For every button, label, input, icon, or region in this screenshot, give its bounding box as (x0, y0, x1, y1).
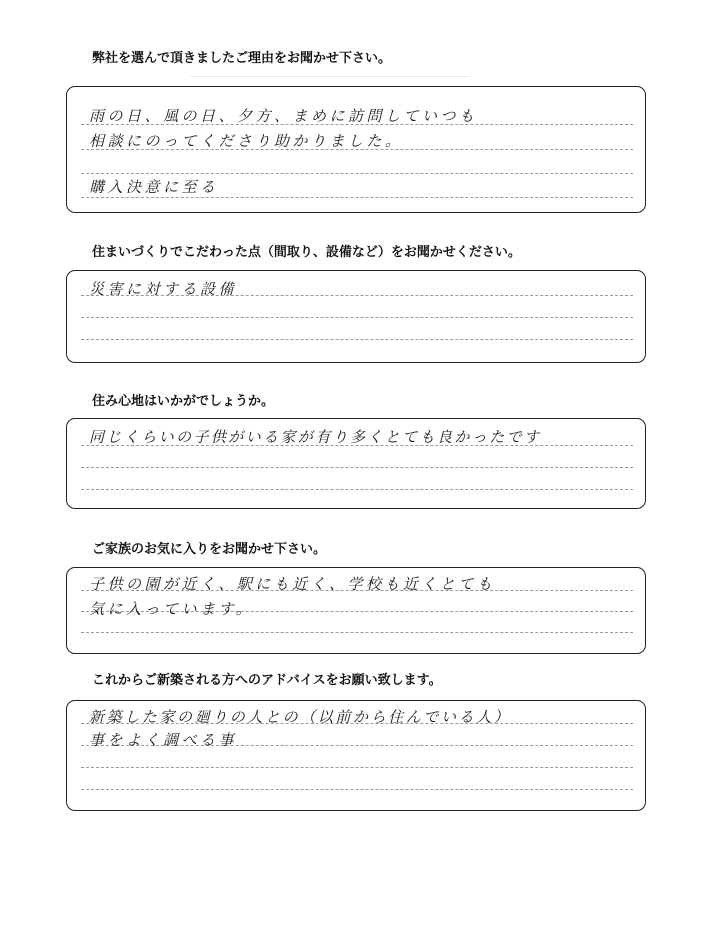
answer-5-line-1: 新築した家の廻りの人との（以前から住んでいる人） (89, 708, 512, 726)
ruled-line (81, 489, 633, 490)
ruled-line (81, 789, 633, 790)
ruled-line (81, 317, 633, 318)
ruled-line (81, 197, 633, 198)
question-5-label: これからご新築される方へのアドバイスをお願い致します。 (92, 673, 442, 688)
question-1-label: 弊社を選んで頂きましたご理由をお聞かせ下さい。 (92, 51, 392, 66)
answer-box-3 (66, 418, 646, 509)
scan-artifact (190, 76, 470, 77)
ruled-line (81, 173, 633, 174)
answer-5-line-2: 事をよく調べる事 (89, 731, 238, 749)
answer-4-line-2: 気に入っています。 (89, 600, 255, 618)
ruled-line (81, 339, 633, 340)
answer-1-line-1: 雨の日、風の日、夕方、まめに訪問していつも (89, 107, 478, 125)
answer-box-4 (66, 567, 646, 654)
ruled-line (81, 767, 633, 768)
answer-box-1 (66, 86, 646, 213)
answer-2-line-1: 災害に対する設備 (89, 280, 238, 298)
question-4-label: ご家族のお気に入りをお聞かせ下さい。 (92, 542, 327, 557)
ruled-line (81, 467, 633, 468)
answer-box-5 (66, 700, 646, 811)
answer-4-line-1: 子供の園が近く、駅にも近く、学校も近くとても (89, 575, 496, 593)
ruled-line (81, 632, 633, 633)
answer-1-line-2: 相談にのってくださり助かりました。 (89, 132, 404, 150)
answer-1-line-3: 購入決意に至る (89, 178, 219, 196)
question-2-label: 住まいづくりでこだわった点（間取り、設備など）をお聞かせください。 (92, 245, 521, 260)
answer-box-2 (66, 270, 646, 363)
answer-3-line-1: 同じくらいの子供がいる家が有り多くとても良かったです (89, 428, 542, 446)
question-3-label: 住み心地はいかがでしょうか。 (92, 394, 275, 409)
